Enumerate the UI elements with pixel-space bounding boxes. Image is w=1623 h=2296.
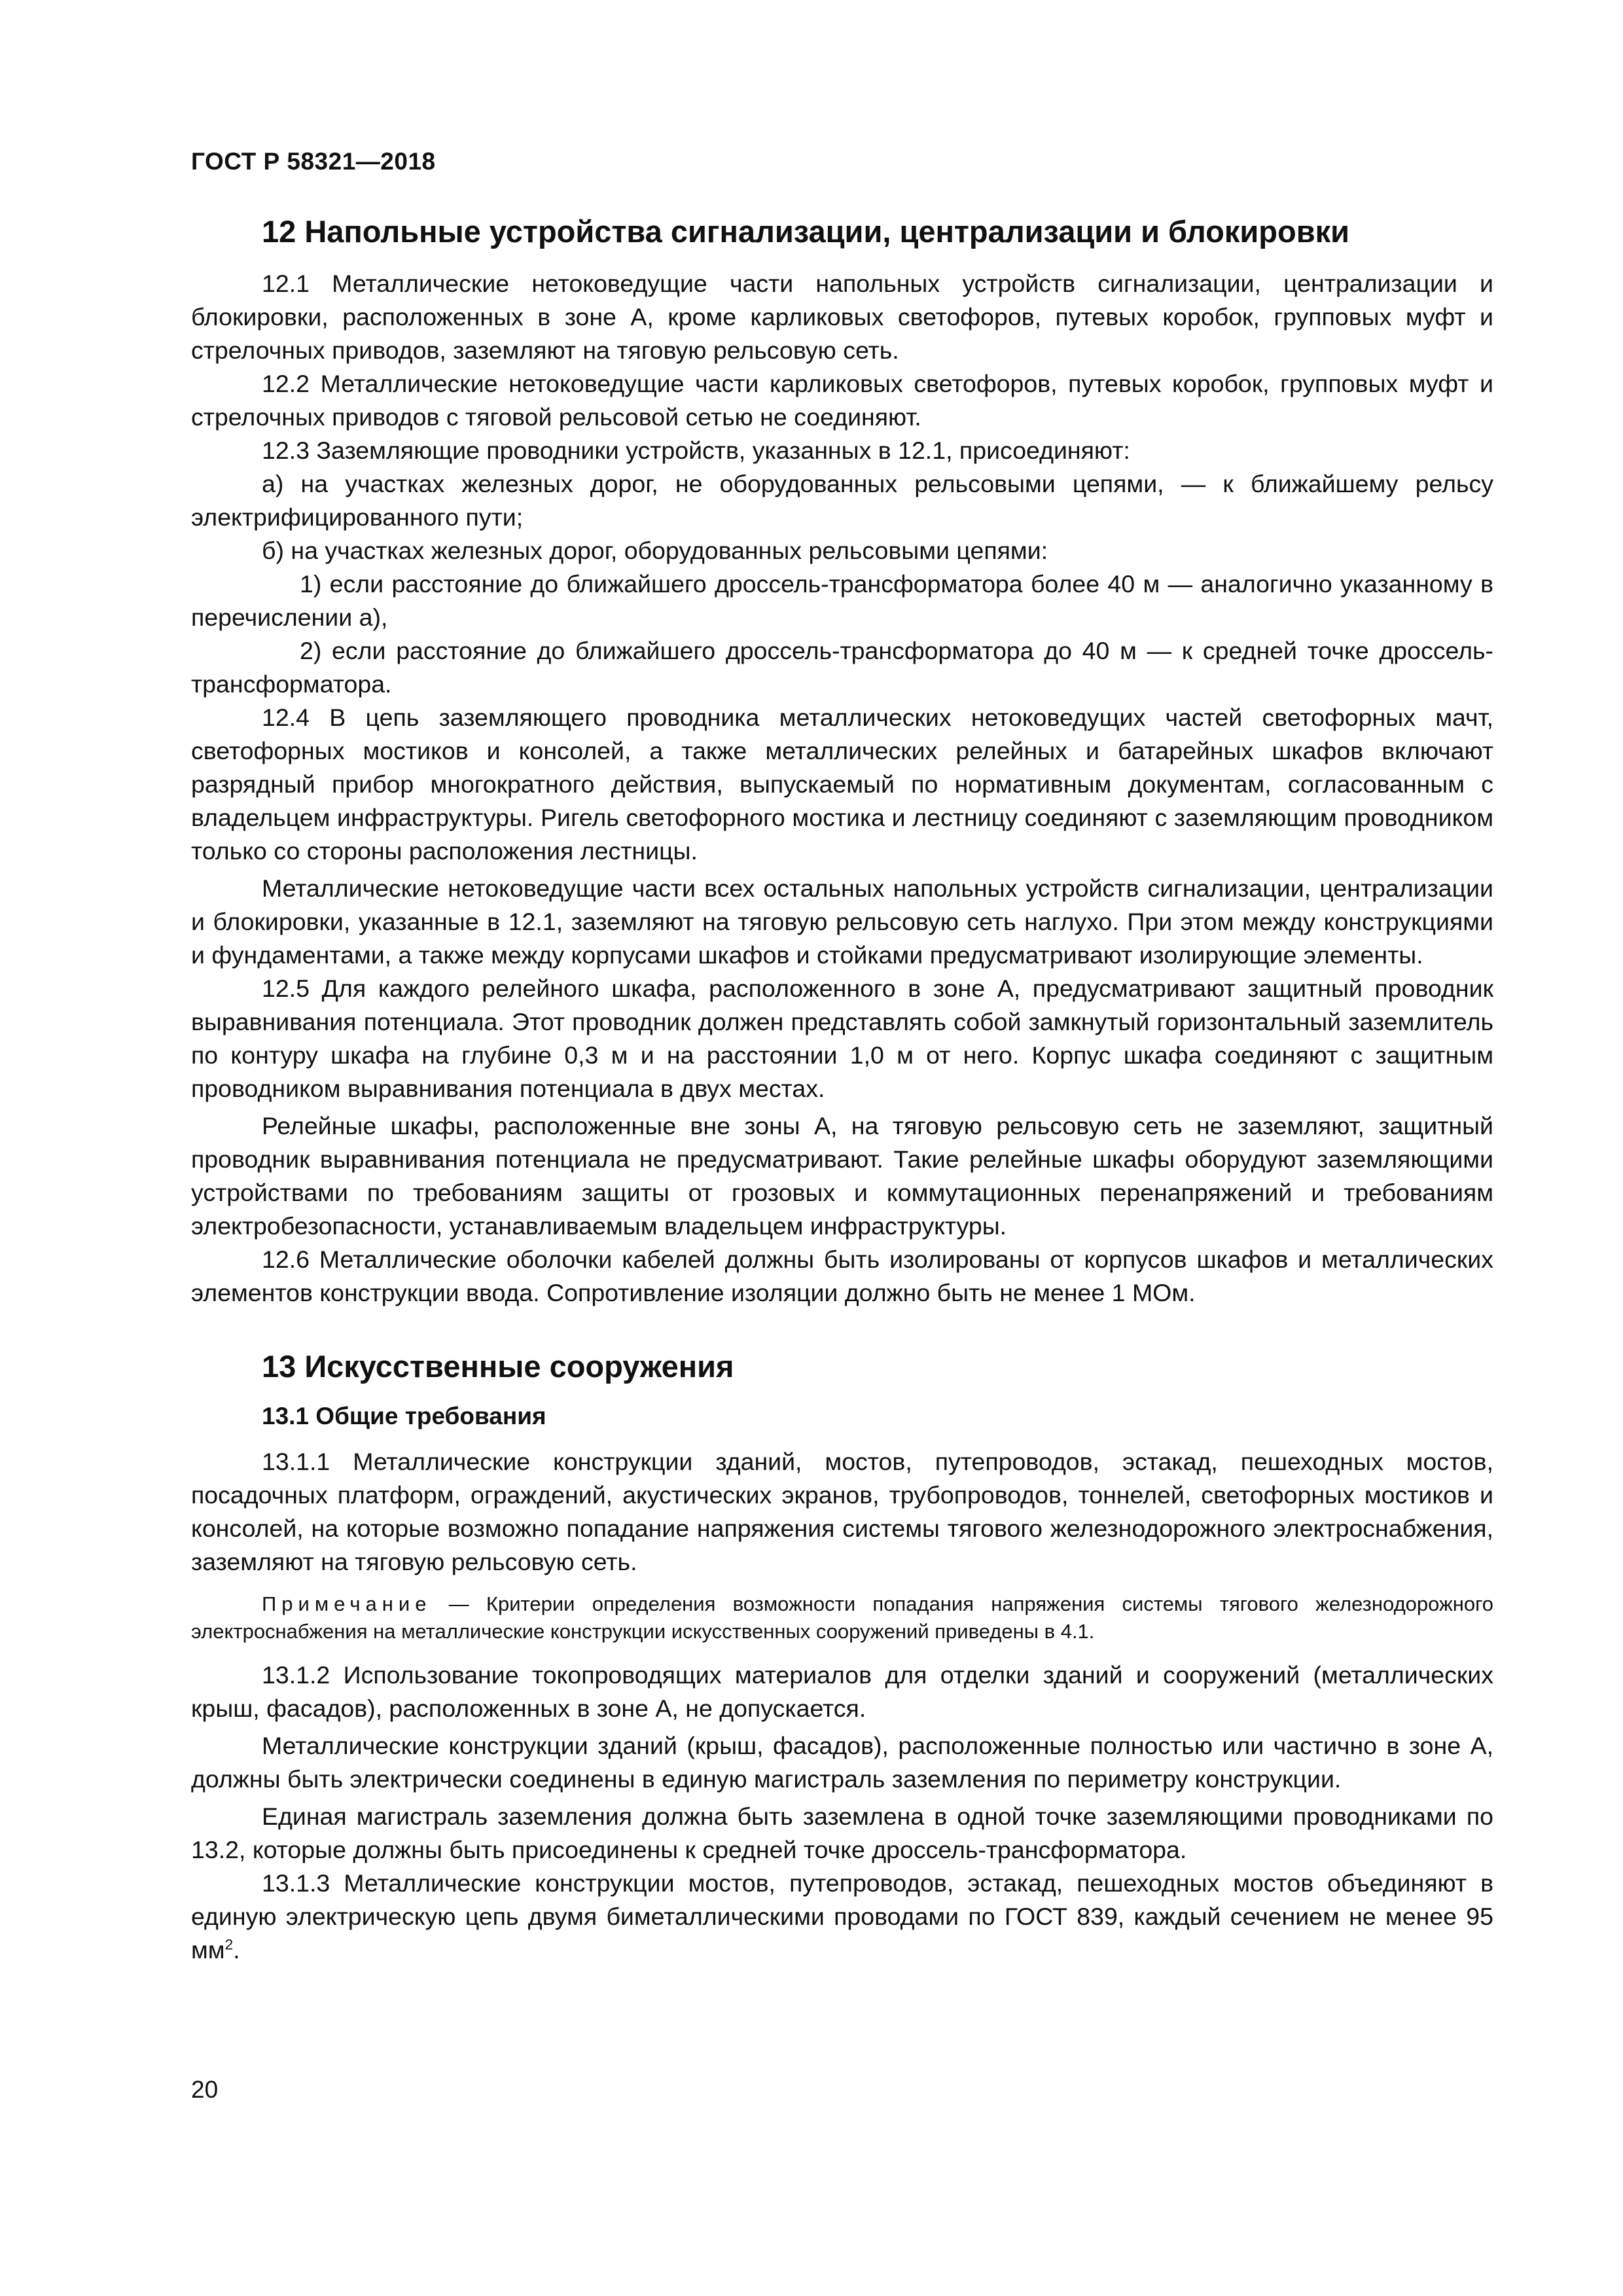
paragraph-12-5-continued: Релейные шкафы, расположенные вне зоны А, на тяговую рельсовую сеть не заземляют, защитный проводник выравнивания потенциала не предусматривают. Такие релейные шкафы оборудуют заземляющими устройствами по требованиям защиты от грозовых и коммутационных перенапряжений и требованиям электробезопасности, устанавливаемым владельцем инфраструктуры. [191, 1111, 1493, 1240]
paragraph-13-1-3-end: . [233, 1935, 240, 1964]
page-number: 20 [191, 2076, 219, 2103]
paragraph-12-3-b: б) на участках железных дорог, оборудованных рельсовыми цепями: [262, 536, 1048, 564]
paragraph-13-1-2: 13.1.2 Использование токопроводящих материалов для отделки зданий и сооружений (металлических крыш, фасадов), расположенных в зоне А, не допускается. [191, 1660, 1493, 1722]
paragraph-13-1-3-text: 13.1.3 Металлические конструкции мостов, путепроводов, эстакад, пешеходных мостов объединяют в единую электрическую цепь двумя биметаллическими проводами по ГОСТ 839, каждый сечением не менее 95 мм [191, 1869, 1493, 1964]
paragraph-12-3-b-2: 2) если расстояние до ближайшего дроссель-трансформатора до 40 м — к средней точке дроссель-трансформатора. [191, 636, 1493, 698]
note-text: — Критерии определения возможности попадания напряжения системы тягового железнодорожного электроснабжения на металлические конструкции искусственных сооружений приведены в 4.1. [191, 1592, 1493, 1643]
paragraph-12-3-b-1: 1) если расстояние до ближайшего дроссель-трансформатора более 40 м — аналогично указанному в перечислении а), [191, 569, 1493, 631]
paragraph-12-2: 12.2 Металлические нетоковедущие части карликовых светофоров, путевых коробок, групповых муфт и стрелочных приводов с тяговой рельсовой сетью не соединяют. [191, 369, 1493, 431]
paragraph-12-4-continued: Металлические нетоковедущие части всех остальных напольных устройств сигнализации, централизации и блокировки, указанные в 12.1, заземляют на тяговую рельсовую сеть наглухо. При этом между конструкциями и фундаментами, а также между корпусами шкафов и стойками предусматривают изолирующие элементы. [191, 874, 1493, 969]
paragraph-12-3-a: а) на участках железных дорог, не оборудованных рельсовыми цепями, — к ближайшему рельсу электрифицированного пути; [191, 469, 1493, 531]
paragraph-13-1-2-grounding: Единая магистраль заземления должна быть заземлена в одной точке заземляющими проводниками по 13.2, которые должны быть присоединены к средней точке дроссель-трансформатора. [191, 1802, 1493, 1863]
note [191, 1590, 1493, 1645]
paragraph-12-1: 12.1 Металлические нетоковедущие части напольных устройств сигнализации, централизации и блокировки, расположенных в зоне А, кроме карликовых светофоров, путевых коробок, групповых муфт и стрелочных приводов, заземляют на тяговую рельсовую сеть. [191, 269, 1493, 364]
paragraph-12-5: 12.5 Для каждого релейного шкафа, расположенного в зоне А, предусматривают защитный проводник выравнивания потенциала. Этот проводник должен представлять собой замкнутый горизонтальный заземлитель по контуру шкафа на глубине 0,3 м и на расстоянии 1,0 м от него. Корпус шкафа соединяют с защитным проводником выравнивания потенциала в двух местах. [191, 974, 1493, 1102]
paragraph-13-1-3 [191, 1867, 1493, 1967]
paragraph-12-6: 12.6 Металлические оболочки кабелей должны быть изолированы от корпусов шкафов и металлических элементов конструкции ввода. Сопротивление изоляции должно быть не менее 1 МОм. [191, 1245, 1493, 1306]
page-content [191, 213, 1493, 1967]
paragraph-13-1-2-continued: Металлические конструкции зданий (крыш, фасадов), расположенные полностью или частично в зоне А, должны быть электрически соединены в единую магистраль заземления по периметру конструкции. [191, 1731, 1493, 1793]
paragraph-12-3: 12.3 Заземляющие проводники устройств, указанных в 12.1, присоединяют: [262, 436, 1130, 464]
paragraph-13-1-1: 13.1.1 Металлические конструкции зданий, мостов, путепроводов, эстакад, пешеходных мостов, посадочных платформ, ограждений, акустических экранов, трубопроводов, тоннелей, светофорных мостиков и консолей, на которые возможно попадание напряжения системы тягового железнодорожного электроснабжения, заземляют на тяговую рельсовую сеть. [191, 1447, 1493, 1575]
section-13-title: 13 Искусственные сооружения [262, 1348, 734, 1384]
superscript-2: 2 [224, 1936, 234, 1953]
paragraph-12-4: 12.4 В цепь заземляющего проводника металлических нетоковедущих частей светофорных мачт, светофорных мостиков и консолей, а также металлических релейных и батарейных шкафов включают разрядный прибор многократного действия, выпускаемый по нормативным документам, согласованным с владельцем инфраструктуры. Ригель светофорного мостика и лестницу соединяют с заземляющим проводником только со стороны расположения лестницы. [191, 703, 1493, 865]
section-12-title: 12 Напольные устройства сигнализации, централизации и блокировки [262, 214, 1350, 249]
standard-code-header: ГОСТ Р 58321—2018 [191, 148, 436, 175]
note-label: Примечание [262, 1592, 432, 1615]
subsection-13-1-title: 13.1 Общие требования [262, 1402, 546, 1429]
